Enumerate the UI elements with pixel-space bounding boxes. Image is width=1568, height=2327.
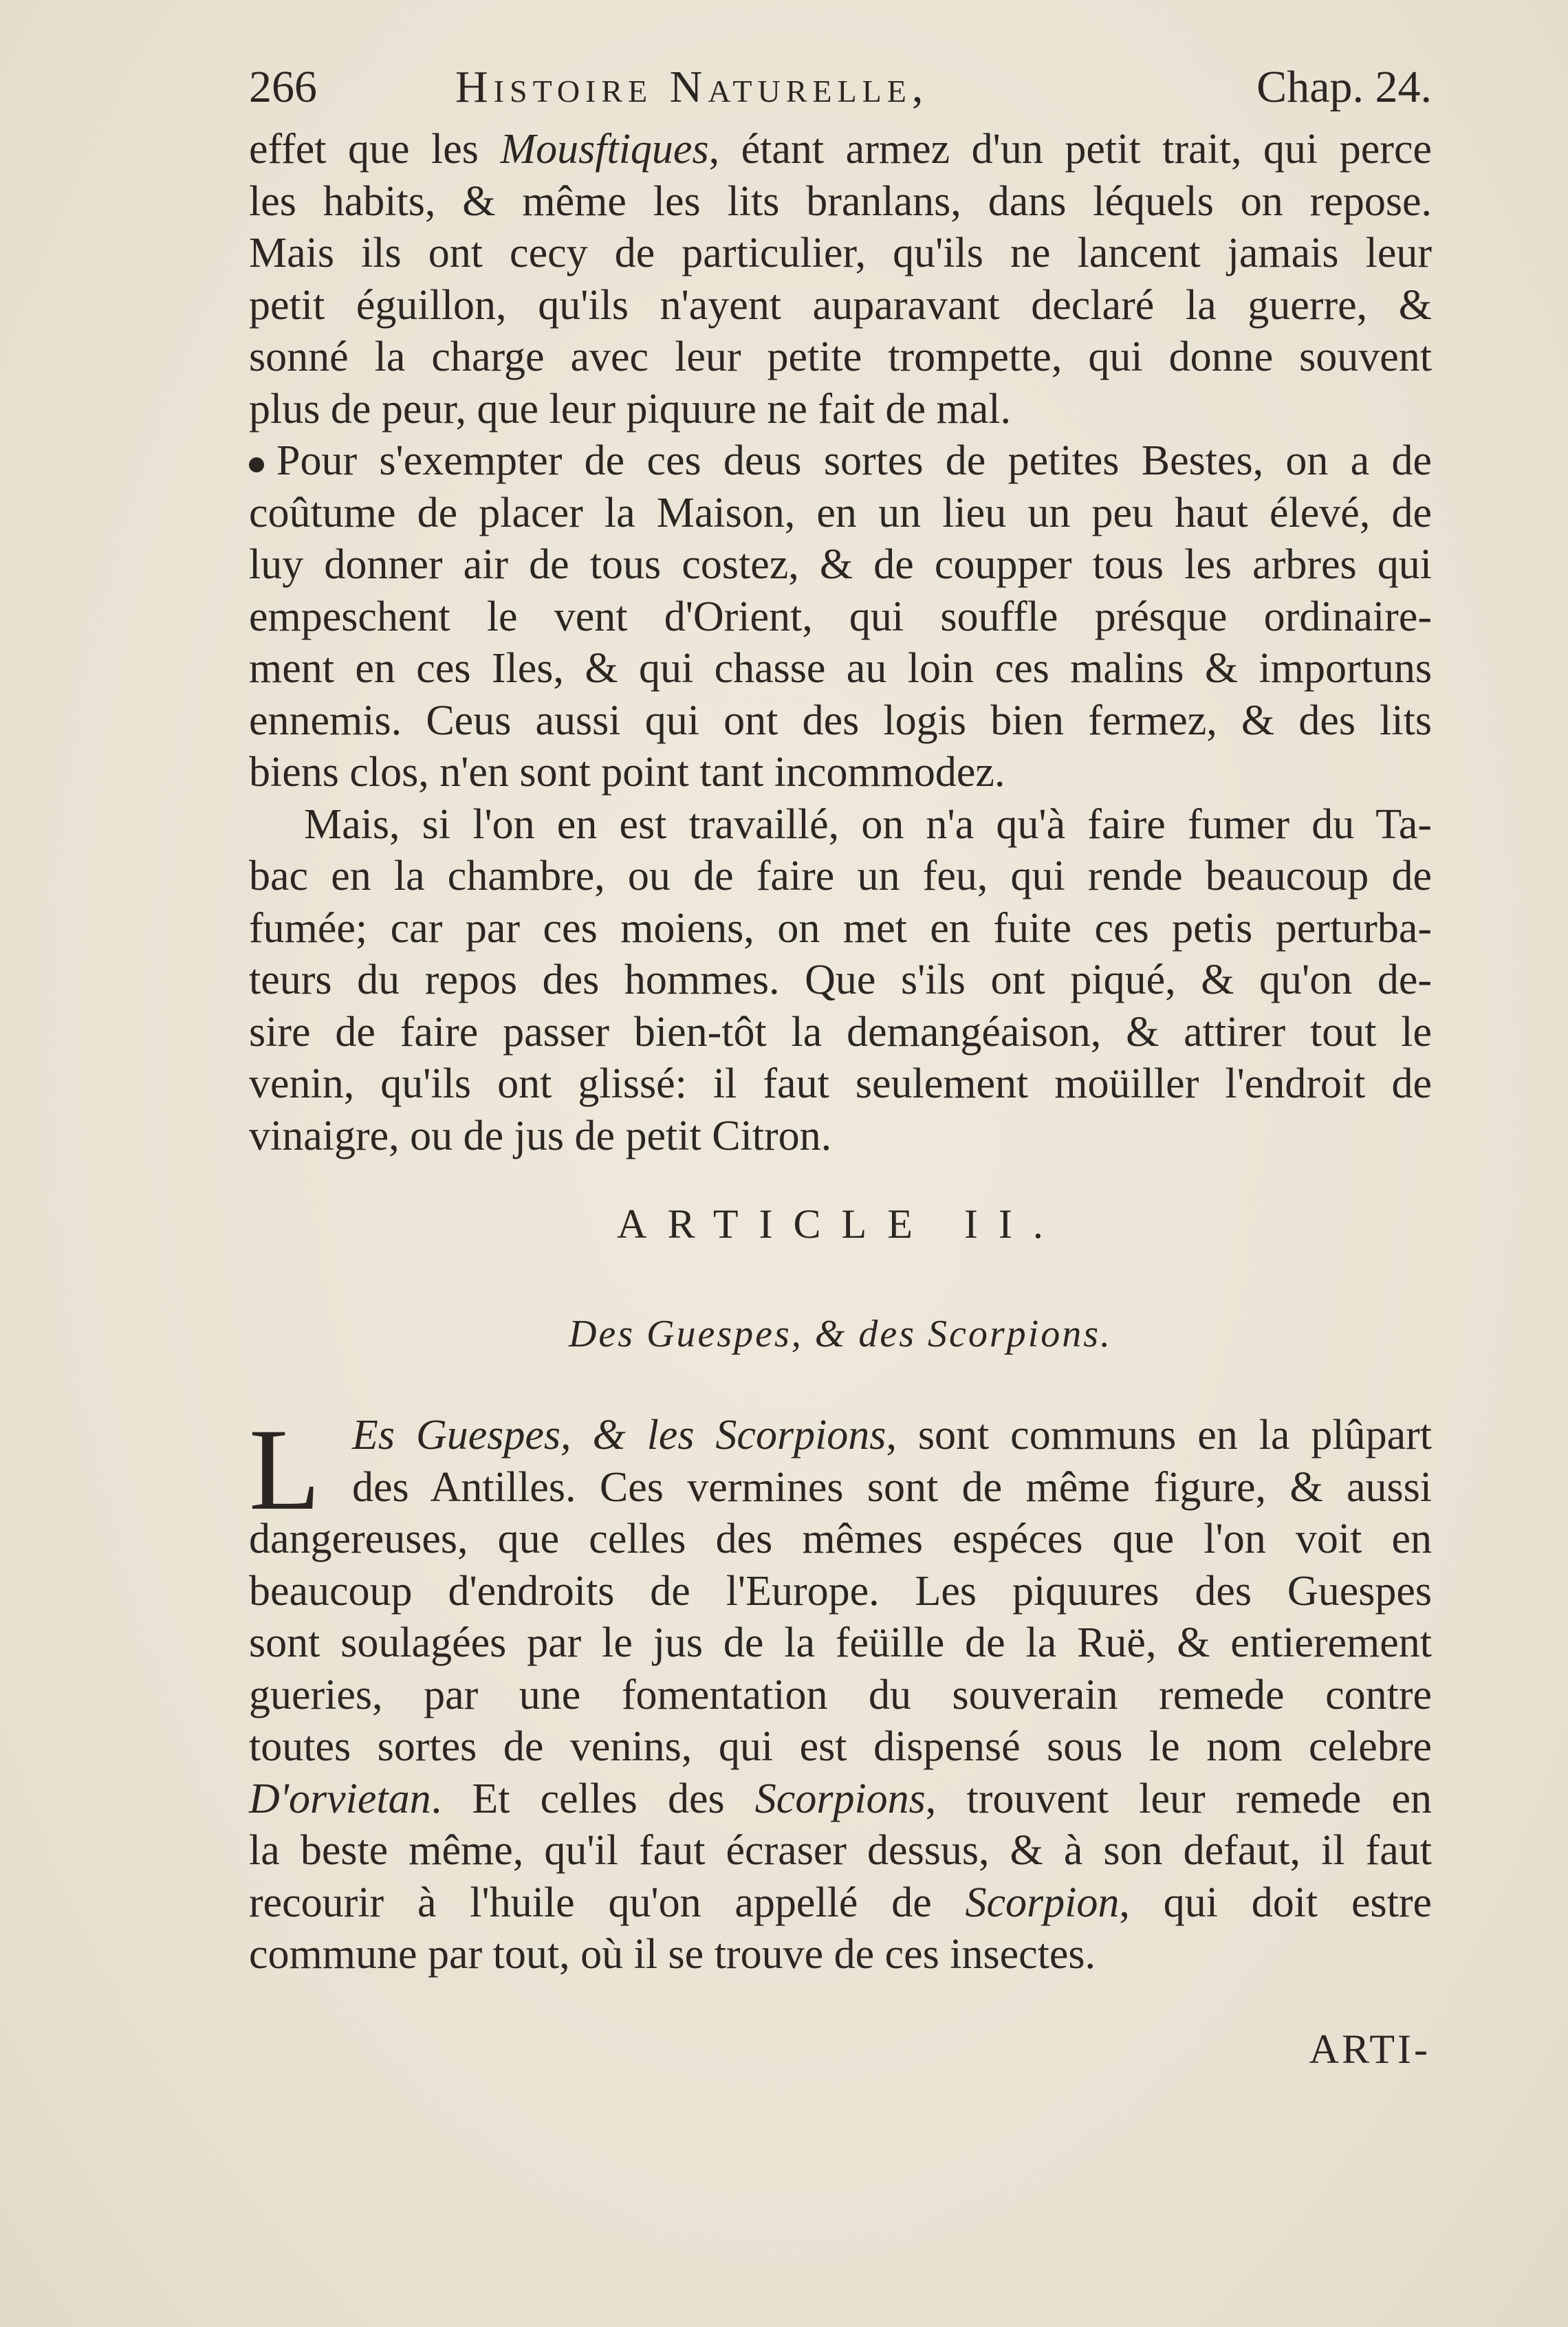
text-line: D'orvietan. Et celles des Scorpions, trouvent leur remede en bbox=[249, 1775, 1432, 1822]
text-line: biens clos, n'en sont point tant incommodez. bbox=[249, 749, 1005, 796]
running-title: Histoire Naturelle, bbox=[455, 62, 929, 112]
article-text bbox=[249, 1405, 1432, 1981]
text-line: la beste même, qu'il faut écraser dessus, & à son defaut, il faut bbox=[249, 1827, 1432, 1874]
text-line: vinaigre, ou de jus de petit Citron. bbox=[249, 1112, 832, 1159]
catchword: ARTI- bbox=[1309, 2026, 1430, 2072]
text-line: Mais, si l'on en est travaillé, on n'a qu'à faire fumer du Ta- bbox=[304, 800, 1432, 848]
text-line: commune par tout, où il se trouve de ces insectes. bbox=[249, 1931, 1096, 1978]
text-line: les habits, & même les lits branlans, dans léquels on repose. bbox=[249, 177, 1432, 225]
text-line: sonné la charge avec leur petite trompette, qui donne souvent bbox=[249, 334, 1432, 380]
text-line: bac en la chambre, ou de faire un feu, qui rende beaucoup de bbox=[249, 853, 1432, 899]
text-line: effet que les Mousftiques, étant armez d'un petit trait, qui perce bbox=[249, 126, 1432, 173]
text-line: beaucoup d'endroits de l'Europe. Les piquures des Guespes bbox=[249, 1567, 1432, 1615]
text-line: des Antilles. Ces vermines sont de même figure, & aussi bbox=[352, 1463, 1432, 1511]
text-line: ment en ces Iles, & qui chasse au loin ces malins & importuns bbox=[249, 645, 1432, 692]
text-line: plus de peur, que leur piquure ne fait de mal. bbox=[249, 385, 1011, 433]
chapter-label: Chap. 24. bbox=[1256, 62, 1432, 112]
text-line: luy donner air de tous costez, & de coupper tous les arbres qui bbox=[249, 541, 1432, 588]
text-line: Pour s'exempter de ces deus sortes de petites Bestes, on a de bbox=[249, 435, 1432, 488]
drop-cap: L bbox=[249, 1405, 320, 1534]
text-line: dangereuses, que celles des mêmes espéces que l'on voit en bbox=[249, 1516, 1432, 1562]
text-line: sire de faire passer bien-tôt la demangéaison, & attirer tout le bbox=[249, 1008, 1432, 1056]
main-text bbox=[249, 124, 1432, 1162]
article-heading: ARTICLE II. bbox=[617, 1201, 1064, 1247]
text-line: sont soulagées par le jus de la feüille de la Ruë, & entierement bbox=[249, 1619, 1432, 1666]
text-line: petit éguillon, qu'ils n'ayent auparavant declaré la guerre, & bbox=[249, 281, 1432, 329]
text-line: coûtume de placer la Maison, en un lieu un peu haut élevé, de bbox=[249, 489, 1432, 536]
text-line: Es Guespes, & les Scorpions, sont communs en la plûpart bbox=[352, 1412, 1432, 1459]
running-header bbox=[249, 56, 1432, 118]
paragraph-mark-icon bbox=[249, 457, 264, 472]
text-line: recourir à l'huile qu'on appellé de Scorpion, qui doit estre bbox=[249, 1879, 1432, 1926]
text-line: venin, qu'ils ont glissé: il faut seulement moüiller l'endroit de bbox=[249, 1060, 1432, 1107]
text-line: toutes sortes de venins, qui est dispensé sous le nom celebre bbox=[249, 1723, 1432, 1770]
text-line: teurs du repos des hommes. Que s'ils ont piqué, & qu'on de- bbox=[249, 957, 1432, 1003]
text-line: ennemis. Ceus aussi qui ont des logis bien fermez, & des lits bbox=[249, 697, 1432, 744]
page-number: 266 bbox=[249, 62, 317, 112]
text-line: Mais ils ont cecy de particulier, qu'ils ne lancent jamais leur bbox=[249, 230, 1432, 276]
article-subtitle: Des Guespes, & des Scorpions. bbox=[568, 1313, 1113, 1355]
text-line: empeschent le vent d'Orient, qui souffle présque ordinaire- bbox=[249, 593, 1432, 640]
text-line: fumée; car par ces moiens, on met en fuite ces petis perturba- bbox=[249, 904, 1432, 952]
text-line: gueries, par une fomentation du souverain remede contre bbox=[249, 1671, 1432, 1718]
